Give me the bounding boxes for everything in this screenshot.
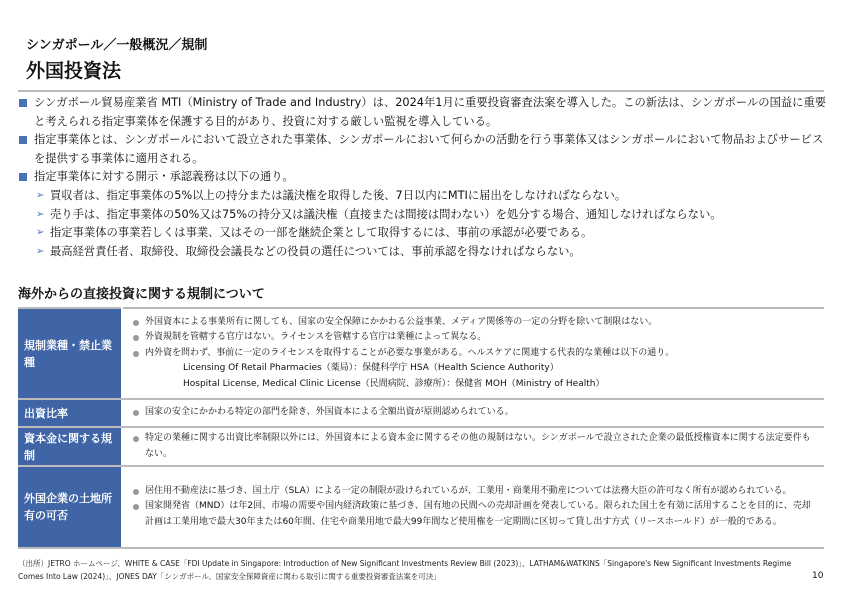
dot-bullet-icon (133, 335, 139, 341)
cell-text: 特定の業種に関する出資比率制限以外には、外国資本による資本金に関するその他の規制はない。シンガポールで設立された企業の最低授権資本に関する法定要件もない。 (145, 433, 811, 459)
row-header: 出資比率 (18, 399, 122, 427)
square-bullet-icon (19, 136, 27, 144)
table-row (18, 308, 824, 399)
dot-bullet-icon (133, 504, 139, 510)
divider (18, 90, 824, 92)
table-row (18, 399, 824, 427)
dot-bullet-icon (133, 436, 139, 442)
regulation-table (18, 307, 824, 549)
sub-bullet-text: 買収者は、指定事業体の5%以上の持分または議決権を取得した後、7日以内にMTIに届出をしなければならない。 (50, 188, 627, 202)
cell-text: 外資規制を管轄する官庁はない。ライセンスを管轄する官庁は業種によって異なる。 (145, 332, 487, 343)
arrow-bullet-icon: ➢ (36, 208, 45, 220)
section-title: 海外からの直接投資に関する規制について (18, 287, 265, 302)
row-content (122, 427, 824, 466)
cell-text: 国家の安全にかかわる特定の部門を除き、外国資本による全額出資が原則認められている。 (145, 407, 514, 418)
sub-bullet-item (18, 206, 828, 225)
table-row (18, 466, 824, 548)
sub-bullet-text: 指定事業体の事業若しくは事業、又はその一部を継続企業として取得するには、事前の承認が必要である。 (50, 226, 593, 240)
sub-bullet-item (18, 187, 828, 206)
dot-bullet-icon (133, 489, 139, 495)
license-note: Hospital License, Medical Clinic License（民間病院、診療所）：保健省 MOH（Ministry of Health） (183, 378, 605, 389)
square-bullet-icon (19, 99, 27, 107)
sub-bullet-text: 最高経営責任者、取締役、取締役会議長などの役員の選任については、事前承認を得なければならない。 (50, 244, 581, 258)
row-header: 資本金に関する規制 (18, 427, 122, 466)
arrow-bullet-icon: ➢ (36, 189, 45, 201)
dot-bullet-icon (133, 410, 139, 416)
table-row (18, 427, 824, 466)
bullet-list (18, 94, 828, 261)
cell-text: 居住用不動産法に基づき、国土庁（SLA）による一定の制限が設けられているが、工業用・商業用不動産については法務大臣の許可なく所有が認められている。 (145, 485, 792, 496)
sub-bullet-text: 売り手は、指定事業体の50%又は75%の持分又は議決権（直接または間接は問わない）を処分する場合、通知しなければならない。 (50, 207, 722, 221)
bullet-item (18, 94, 828, 131)
row-header: 外国企業の土地所有の可否 (18, 466, 122, 548)
cell-text: 国家開発省（MND）は年2回、市場の需要や国内経済政策に基づき、国有地の民間への売却計画を発表している。限られた国土を有効に活用することを目的に、売却計画は工業用地で最大30年または60年間、住宅や商業用地で最大99年間など使用権を一定期間に区切って貸し出す方式（リースホールド）が一般的である。 (145, 501, 811, 527)
row-header: 規制業種・禁止業種 (18, 308, 122, 399)
arrow-bullet-icon: ➢ (36, 245, 45, 257)
cell-text: 内外資を問わず、事前に一定のライセンスを取得することが必要な事業がある。ヘルスケアに関連する代表的な業種は以下の通り。 (145, 347, 675, 358)
bullet-item (18, 131, 828, 168)
row-content (122, 466, 824, 548)
square-bullet-icon (19, 173, 27, 181)
dot-bullet-icon (133, 320, 139, 326)
page-number: 10 (812, 571, 824, 581)
bullet-item (18, 168, 828, 187)
bullet-text: 指定事業体とは、シンガポールにおいて設立された事業体、シンガポールにおいて何らかの活動を行う事業体又はシンガポールにおいて物品およびサービスを提供する事業体に適用される。 (34, 133, 824, 165)
bullet-text: シンガポール貿易産業省 MTI（Ministry of Trade and Industry）は、2024年1月に重要投資審査法案を導入した。この新法は、シンガポールの国益に重要と考えられる指定事業体を保護する目的があり、投資に対する厳しい監視を導入している。 (34, 96, 827, 128)
sub-bullet-item (18, 243, 828, 262)
page-title: 外国投資法 (26, 60, 122, 82)
bullet-text: 指定事業体に対する開示・承認義務は以下の通り。 (34, 170, 294, 184)
arrow-bullet-icon: ➢ (36, 227, 45, 239)
cell-text: 外国資本による事業所有に関しても、国家の安全保障にかかわる公益事業、メディア関係等の一定の分野を除いて制限はない。 (145, 316, 658, 327)
dot-bullet-icon (133, 351, 139, 357)
breadcrumb: シンガポール／一般概況／規制 (26, 38, 208, 53)
row-content (122, 399, 824, 427)
sub-bullet-item (18, 224, 828, 243)
row-content (122, 308, 824, 399)
license-note: Licensing Of Retail Pharmacies（薬局）：保健科学庁 HSA（Health Science Authority） (183, 363, 559, 374)
source-footnote: （出所）JETRO ホームページ、WHITE & CASE「FDI Update in Singapore: Introduction of New Significant Investments Review Bill (2023)」、LATHAM&WATKINS「Singapore's New Significant Investments Regime Comes Into Law (2024)」、JONES DAY「シンガポール、国家安全保障資産に関わる取引に関する重要投資審査法案を可決」 (18, 559, 792, 581)
